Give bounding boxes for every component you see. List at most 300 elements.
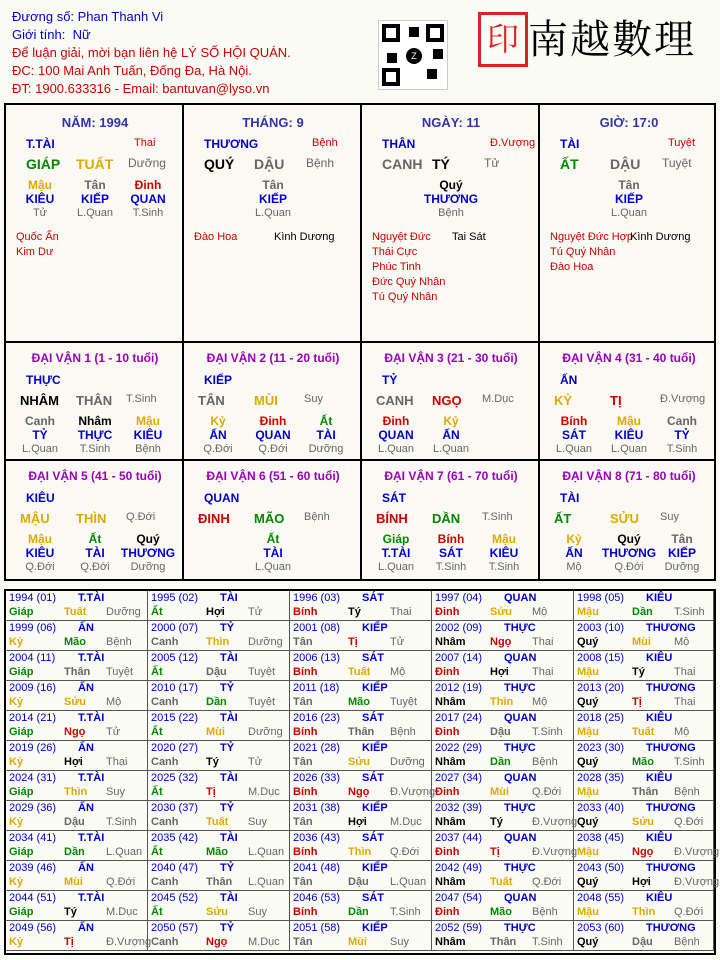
year-god: KIẾP	[362, 862, 388, 874]
star-left: Quốc Ấn	[16, 231, 59, 243]
hidden-god: KIÊU	[25, 192, 55, 206]
year-stem: Mậu	[577, 906, 599, 918]
brand-logo: 南越數理	[528, 17, 696, 63]
year-branch: Tị	[490, 846, 500, 858]
year-cell	[6, 621, 148, 651]
year-god: QUAN	[504, 892, 537, 904]
phone-email-line: ĐT: 1900.633316 - Email: bantuvan@lyso.vn	[12, 81, 270, 96]
year-stem: Mậu	[577, 786, 599, 798]
cycle-hidden-god: T.TÀI	[381, 546, 411, 560]
year-god: T.TÀI	[78, 892, 105, 904]
year-branch: Sửu	[64, 696, 87, 708]
year-stem: Bính	[293, 606, 318, 618]
year-cell	[574, 591, 714, 621]
year-stage: Q.Đới	[674, 816, 704, 828]
year-stage: L.Quan	[106, 846, 143, 858]
year-branch: Hợi	[348, 816, 367, 828]
cycle-hidden-god: KIÊU	[614, 428, 644, 442]
hidden-stem: Tân	[262, 178, 284, 192]
cycle-title: ĐẠI VẬN 2 (11 - 20 tuổi)	[206, 351, 340, 365]
year-cell	[574, 681, 714, 711]
year-cell	[432, 921, 574, 951]
cycle-hidden-god: SÁT	[439, 546, 463, 560]
year-god: KIẾP	[362, 742, 388, 754]
year-branch: Mão	[64, 636, 86, 648]
year-cell	[148, 591, 290, 621]
header-info	[12, 8, 291, 98]
star-left: Thái Cực	[372, 246, 418, 258]
hidden-stem: Đinh	[134, 178, 162, 192]
cycle-branch: NGỌ	[432, 393, 462, 408]
year-cell	[290, 591, 432, 621]
cycle-title: ĐẠI VẬN 5 (41 - 50 tuổi)	[28, 469, 162, 483]
year-stage: Đ.Vượng	[674, 876, 720, 888]
year-stem: Quý	[577, 936, 599, 948]
cycle-hidden-god: KIÊU	[25, 546, 55, 560]
year-cell	[432, 831, 578, 861]
year-stage: Dưỡng	[248, 636, 283, 648]
year-branch: Thìn	[632, 906, 656, 918]
year-stem: Nhâm	[435, 936, 466, 948]
year-cell	[574, 921, 714, 951]
year-stem: Canh	[151, 636, 179, 648]
year-god: T.TÀI	[78, 592, 105, 604]
year-cell	[432, 591, 574, 621]
year-label: 1997 (04)	[435, 592, 483, 604]
year-cell	[148, 621, 290, 651]
cycle-hidden-stem: Bính	[437, 532, 465, 546]
year-label: 2009 (16)	[9, 682, 57, 694]
year-label: 2013 (20)	[577, 682, 625, 694]
year-stem: Đinh	[435, 846, 460, 858]
year-stage: M.Dục	[248, 936, 280, 948]
year-stem: Giáp	[9, 786, 34, 798]
year-stem: Quý	[577, 876, 599, 888]
year-stage: Tử	[106, 726, 121, 738]
cycle-hidden-stem: Kỷ	[210, 414, 226, 428]
cycle-god: THỰC	[26, 373, 61, 387]
pillar-top-stage: Tuyệt	[668, 137, 696, 149]
year-stem: Mậu	[577, 726, 599, 738]
year-branch: Mão	[348, 696, 370, 708]
year-label: 2050 (57)	[151, 922, 199, 934]
cycle-branch: THÂN	[76, 393, 113, 408]
star-left: Kim Dư	[16, 246, 54, 258]
hidden-stem: Tân	[618, 178, 640, 192]
pillar-top-god: TÀI	[560, 137, 580, 151]
cycle-god: SÁT	[382, 491, 406, 505]
cycle-title: ĐẠI VẬN 7 (61 - 70 tuổi)	[384, 469, 518, 483]
year-branch: Dần	[64, 846, 85, 858]
year-god: TÀI	[220, 712, 238, 724]
year-stage: Tuyệt	[248, 666, 276, 678]
year-label: 2001 (08)	[293, 622, 341, 634]
year-stage: Thai	[674, 666, 696, 678]
year-branch: Mão	[490, 906, 512, 918]
hidden-stage: T.Sinh	[132, 207, 164, 219]
year-label: 2038 (45)	[577, 832, 625, 844]
star-right: Tai Sát	[452, 231, 486, 243]
cycle-hidden-stage: L.Quan	[432, 443, 470, 455]
year-stem: Bính	[293, 786, 318, 798]
year-label: 2032 (39)	[435, 802, 483, 814]
pillar-title: GIỜ: 17:0	[599, 115, 659, 130]
year-stem: Ất	[151, 906, 163, 918]
cycle-hidden-god: TỶ	[674, 428, 690, 442]
cycle-hidden-stem: Kỷ	[566, 532, 582, 546]
year-cell	[6, 801, 148, 831]
cycle-stem: NHÂM	[20, 393, 59, 408]
hidden-stage: L.Quan	[254, 207, 292, 219]
year-label: 2010 (17)	[151, 682, 199, 694]
year-god: THỰC	[504, 922, 536, 934]
pillar-top-god: THÂN	[382, 137, 416, 151]
year-branch: Thân	[64, 666, 91, 678]
cycle-branch: TỊ	[610, 393, 622, 408]
year-god: KIẾP	[362, 802, 388, 814]
year-stem: Đinh	[435, 786, 460, 798]
cycle-hidden-stage: Dưỡng	[308, 443, 344, 455]
year-stem: Kỷ	[9, 876, 24, 888]
year-god: THƯƠNG	[646, 622, 696, 634]
year-label: 2021 (28)	[293, 742, 341, 754]
year-stem: Kỷ	[9, 936, 24, 948]
year-god: ẤN	[78, 802, 94, 814]
year-branch: Thìn	[206, 636, 230, 648]
year-stage: Thai	[532, 666, 554, 678]
year-cell	[148, 861, 290, 891]
year-label: 2017 (24)	[435, 712, 483, 724]
year-god: T.TÀI	[78, 832, 105, 844]
year-label: 2004 (11)	[9, 652, 56, 664]
year-god: ẤN	[78, 682, 94, 694]
year-stem: Đinh	[435, 606, 460, 618]
cycle-god: KIÊU	[26, 491, 55, 505]
star-left: Đào Hoa	[550, 261, 594, 273]
year-stage: T.Sinh	[674, 756, 705, 768]
year-label: 2044 (51)	[9, 892, 57, 904]
hidden-god: KIẾP	[614, 192, 644, 206]
year-branch: Thân	[206, 876, 233, 888]
year-stage: Suy	[248, 906, 267, 918]
year-god: QUAN	[504, 652, 537, 664]
year-stem: Tân	[293, 756, 313, 768]
year-branch: Ngọ	[206, 936, 228, 948]
year-cell	[290, 681, 432, 711]
year-cell	[290, 651, 432, 681]
year-stage: L.Quan	[248, 876, 285, 888]
hidden-stem: Quý	[439, 178, 463, 192]
cycle-hidden-stem: Canh	[25, 414, 55, 428]
year-stage: Q.Đới	[106, 876, 136, 888]
year-branch: Thìn	[490, 696, 514, 708]
contact-line: Để luận giải, mời bạn liên hệ LÝ SỐ HỘI QUÁN.	[12, 45, 291, 60]
year-branch: Tuất	[64, 606, 87, 618]
year-label: 2035 (42)	[151, 832, 199, 844]
star-left: Tú Quý Nhân	[372, 291, 438, 303]
year-branch: Mão	[632, 756, 654, 768]
year-god: KIẾP	[362, 622, 388, 634]
cycle-hidden-god: KIẾP	[667, 546, 697, 560]
year-branch: Thìn	[64, 786, 88, 798]
year-god: KIÊU	[646, 712, 673, 724]
cycle-hidden-stage: L.Quan	[555, 443, 593, 455]
year-branch: Tị	[348, 636, 358, 648]
cycle-hidden-stage: Q.Đới	[614, 561, 644, 573]
hidden-god: QUAN	[130, 192, 166, 206]
year-cell	[148, 891, 290, 921]
hidden-god: THƯƠNG	[423, 192, 479, 206]
year-stage: Suy	[106, 786, 125, 798]
year-stage: Thai	[532, 636, 554, 648]
year-god: SÁT	[362, 592, 384, 604]
year-stage: Mộ	[532, 696, 548, 708]
year-cell	[574, 801, 714, 831]
cycle-hidden-stage: T.Sinh	[666, 443, 698, 455]
year-branch: Mùi	[490, 786, 509, 798]
cycle-hidden-god: ẤN	[209, 428, 227, 442]
pillar-branch: TÝ	[432, 156, 450, 172]
cycle-hidden-god: TÀI	[263, 546, 283, 560]
year-branch: Tuất	[206, 816, 229, 828]
cycle-hidden-stem: Kỷ	[443, 414, 459, 428]
year-stage: Q.Đới	[532, 876, 562, 888]
star-left: Đức Quý Nhân	[372, 276, 446, 288]
cycle-hidden-stage: L.Quan	[377, 561, 415, 573]
year-stage: Suy	[248, 816, 267, 828]
year-stem: Bính	[293, 906, 318, 918]
qr-code-icon: Z	[378, 20, 448, 90]
year-branch: Dần	[348, 906, 369, 918]
year-label: 2007 (14)	[435, 652, 483, 664]
year-stem: Tân	[293, 636, 313, 648]
year-label: 2030 (37)	[151, 802, 199, 814]
year-stage: T.Sinh	[674, 606, 705, 618]
year-stem: Ất	[151, 726, 163, 738]
year-label: 1996 (03)	[293, 592, 341, 604]
year-branch: Ngọ	[632, 846, 654, 858]
year-god: TÀI	[220, 832, 238, 844]
cycle-hidden-stage: Q.Đới	[203, 443, 233, 455]
year-stem: Kỷ	[9, 816, 24, 828]
year-stage: Bệnh	[674, 786, 700, 798]
cycle-hidden-god: TÀI	[316, 428, 336, 442]
star-left: Nguyệt Đức	[372, 231, 431, 243]
year-stage: Mộ	[674, 726, 690, 738]
year-stem: Giáp	[9, 666, 34, 678]
year-cell	[148, 651, 290, 681]
year-cell	[6, 711, 148, 741]
year-label: 2036 (43)	[293, 832, 341, 844]
year-cell	[432, 741, 574, 771]
cycle-stage: T.Sinh	[126, 393, 157, 405]
pillar-stem: CANH	[382, 156, 423, 172]
cycle-hidden-god: KIÊU	[489, 546, 519, 560]
year-stage: Đ.Vượng	[532, 846, 578, 858]
year-label: 2039 (46)	[9, 862, 57, 874]
year-stage: M.Dục	[106, 906, 138, 918]
year-cell	[432, 711, 574, 741]
hidden-stage: L.Quan	[610, 207, 648, 219]
cycle-hidden-stem: Mậu	[136, 414, 160, 428]
year-stage: Bệnh	[532, 906, 558, 918]
year-stage: Mộ	[532, 606, 548, 618]
pillar-stem: ẤT	[560, 156, 579, 172]
year-cell	[574, 861, 720, 891]
year-god: QUAN	[504, 592, 537, 604]
year-god: KIÊU	[646, 592, 673, 604]
year-stem: Canh	[151, 756, 179, 768]
year-stem: Quý	[577, 816, 599, 828]
year-god: KIÊU	[646, 892, 673, 904]
cycle-hidden-god: KIÊU	[133, 428, 163, 442]
year-stage: Tuyệt	[106, 666, 134, 678]
year-stage: Thai	[390, 606, 412, 618]
year-god: SÁT	[362, 652, 384, 664]
cycle-stage: Bệnh	[304, 511, 330, 523]
year-cell	[148, 921, 290, 951]
year-stage: M.Dục	[390, 816, 422, 828]
year-stage: Mộ	[106, 696, 122, 708]
cycle-hidden-stem: Bính	[560, 414, 588, 428]
year-branch: Tị	[64, 936, 74, 948]
cycle-stem: TÂN	[198, 393, 225, 408]
year-branch: Hợi	[490, 666, 509, 678]
year-label: 2022 (29)	[435, 742, 483, 754]
year-stage: Q.Đới	[674, 906, 704, 918]
cycle-stage: T.Sinh	[482, 511, 513, 523]
year-branch: Dậu	[632, 936, 653, 948]
year-cell	[6, 861, 148, 891]
year-stem: Tân	[293, 936, 313, 948]
year-stem: Đinh	[435, 906, 460, 918]
cycle-hidden-stage: Dưỡng	[130, 561, 166, 573]
year-branch: Dậu	[206, 666, 227, 678]
year-god: ẤN	[78, 862, 94, 874]
year-label: 2037 (44)	[435, 832, 483, 844]
year-stage: Tuyệt	[248, 696, 276, 708]
year-stem: Giáp	[9, 726, 34, 738]
year-cell	[290, 921, 432, 951]
cycle-stem: ẤT	[554, 511, 572, 526]
cycle-stem: KỶ	[554, 393, 573, 408]
year-stage: Bệnh	[532, 756, 558, 768]
annual-years-grid	[4, 589, 720, 955]
year-stem: Tân	[293, 876, 313, 888]
year-label: 2005 (12)	[151, 652, 199, 664]
year-cell	[290, 831, 432, 861]
year-god: QUAN	[504, 772, 537, 784]
cycle-stem: BÍNH	[376, 511, 408, 526]
year-branch: Dần	[632, 606, 653, 618]
year-cell	[432, 621, 574, 651]
year-god: TÀI	[220, 892, 238, 904]
cycle-hidden-god: QUAN	[378, 428, 414, 442]
year-branch: Hợi	[206, 606, 225, 618]
star-left: Đào Hoa	[194, 231, 238, 243]
hidden-stem: Tân	[84, 178, 106, 192]
year-stem: Ất	[151, 666, 163, 678]
cycle-hidden-stage: Dưỡng	[664, 561, 700, 573]
cycle-stem: ĐINH	[198, 511, 230, 526]
cycle-stage: Suy	[304, 393, 323, 405]
cycle-hidden-stage: T.Sinh	[79, 443, 111, 455]
row-divider	[6, 341, 714, 343]
year-stem: Ất	[151, 606, 163, 618]
year-label: 2052 (59)	[435, 922, 483, 934]
year-cell	[6, 741, 148, 771]
year-stem: Nhâm	[435, 636, 466, 648]
year-cell	[290, 861, 432, 891]
year-branch: Mão	[206, 846, 228, 858]
year-label: 2024 (31)	[9, 772, 57, 784]
year-stage: Q.Đới	[532, 786, 562, 798]
year-god: ẤN	[78, 922, 94, 934]
year-stem: Tân	[293, 816, 313, 828]
year-cell	[6, 591, 148, 621]
year-branch: Ngọ	[490, 636, 512, 648]
year-stem: Nhâm	[435, 696, 466, 708]
cycle-hidden-stage: T.Sinh	[488, 561, 520, 573]
year-stage: Tử	[248, 606, 263, 618]
year-stage: Mộ	[390, 666, 406, 678]
hidden-stage: Tử	[32, 207, 48, 219]
year-branch: Tuất	[632, 726, 655, 738]
cycle-hidden-stem: Canh	[667, 414, 697, 428]
year-cell	[6, 831, 148, 861]
year-stem: Mậu	[577, 606, 599, 618]
year-stem: Bính	[293, 726, 318, 738]
pillar-top-stage: Đ.Vượng	[490, 137, 536, 149]
year-label: 2016 (23)	[293, 712, 341, 724]
year-label: 2008 (15)	[577, 652, 625, 664]
year-god: QUAN	[504, 832, 537, 844]
year-stage: Đ.Vượng	[674, 846, 720, 858]
year-branch: Thân	[348, 726, 375, 738]
year-label: 2002 (09)	[435, 622, 483, 634]
pillar-branch-stage: Dưỡng	[128, 156, 166, 170]
year-label: 2042 (49)	[435, 862, 483, 874]
year-stage: Dưỡng	[248, 726, 283, 738]
year-god: T.TÀI	[78, 772, 105, 784]
year-stem: Bính	[293, 846, 318, 858]
year-branch: Sửu	[348, 756, 371, 768]
cycle-hidden-stem: Mậu	[617, 414, 641, 428]
year-god: THỰC	[504, 802, 536, 814]
year-god: QUAN	[504, 712, 537, 724]
red-seal-icon: 印	[478, 12, 528, 67]
pillar-branch: TUẤT	[76, 156, 114, 172]
year-god: THƯƠNG	[646, 862, 696, 874]
year-label: 2012 (19)	[435, 682, 483, 694]
year-stage: Bệnh	[674, 936, 700, 948]
year-stem: Mậu	[577, 666, 599, 678]
year-stem: Giáp	[9, 606, 34, 618]
pillar-top-stage: Bệnh	[312, 137, 338, 149]
year-label: 2031 (38)	[293, 802, 341, 814]
year-cell	[574, 771, 714, 801]
year-cell	[574, 651, 714, 681]
year-label: 2003 (10)	[577, 622, 625, 634]
cycle-hidden-god: THƯƠNG	[120, 546, 176, 560]
year-stage: T.Sinh	[106, 816, 137, 828]
year-branch: Thân	[490, 936, 517, 948]
year-branch: Tuất	[348, 666, 371, 678]
year-god: TỶ	[220, 802, 235, 814]
year-god: THƯƠNG	[646, 742, 696, 754]
year-stage: Thai	[674, 696, 696, 708]
year-branch: Dần	[206, 696, 227, 708]
